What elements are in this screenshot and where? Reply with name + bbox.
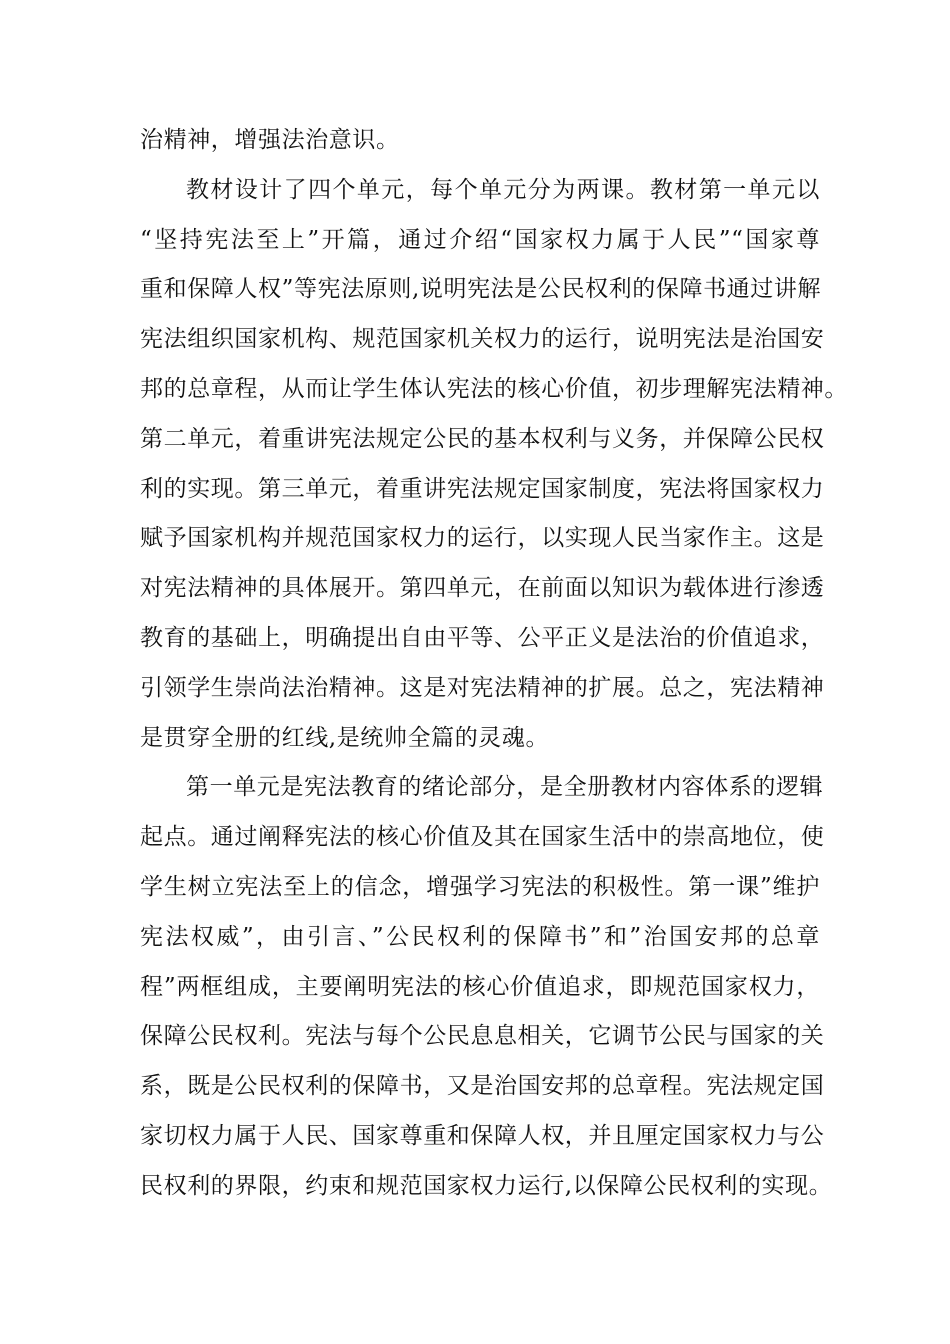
text-line: 重和保障人权”等宪法原则,说明宪法是公民权利的保障书通过讲解 <box>140 276 822 303</box>
text-line: 利的实现。第三单元，着重讲宪法规定国家制度，宪法将国家权力 <box>140 475 825 502</box>
text-line: 邦的总章程，从而让学生体认宪法的核心价值，初步理解宪法精神。 <box>140 375 848 402</box>
text-line: 引领学生崇尚法治精神。这是对宪法精神的扩展。总之，宪法精神 <box>140 674 825 701</box>
text-line: 民权利的界限，约束和规范国家权力运行,以保障公民权利的实现。 <box>140 1172 833 1199</box>
text-line: 教育的基础上，明确提出自由平等、公平正义是法治的价值追求， <box>140 624 825 651</box>
text-line: 对宪法精神的具体展开。第四单元，在前面以知识为载体进行渗透 <box>140 575 825 602</box>
text-line: 起点。通过阐释宪法的核心价值及其在国家生活中的崇高地位，使 <box>140 824 825 851</box>
text-line: 宪法组织国家机构、规范国家机关权力的运行，说明宪法是治国安 <box>140 326 825 353</box>
text-line: 学生树立宪法至上的信念，增强学习宪法的积极性。第一课”维护 <box>140 873 820 900</box>
text-line: 第二单元，着重讲宪法规定公民的基本权利与义务，并保障公民权 <box>140 425 825 452</box>
text-line: 第一单元是宪法教育的绪论部分，是全册教材内容体系的逻辑 <box>186 774 824 801</box>
text-line: 教材设计了四个单元，每个单元分为两课。教材第一单元以 <box>186 176 820 203</box>
text-line: “坚持宪法至上”开篇，通过介绍“国家权力属于人民”“国家尊 <box>140 226 820 253</box>
document-body <box>140 116 848 1212</box>
text-line: 赋予国家机构并规范国家权力的运行，以实现人民当家作主。这是 <box>140 525 825 552</box>
text-line: 是贯穿全册的红线,是统帅全篇的灵魂。 <box>140 724 550 751</box>
text-line: 宪法权威”，由引言、”公民权利的保障书”和”治国安邦的总章 <box>140 923 820 950</box>
text-line: 治精神，增强法治意识。 <box>140 127 400 153</box>
text-line: 系，既是公民权利的保障书，又是治国安邦的总章程。宪法规定国 <box>140 1073 825 1100</box>
text-line: 家切权力属于人民、国家尊重和保障人权，并且厘定国家权力与公 <box>140 1122 825 1149</box>
text-line: 保障公民权利。宪法与每个公民息息相关，它调节公民与国家的关 <box>140 1023 825 1050</box>
text-line: 程”两框组成，主要阐明宪法的核心价值追求，即规范国家权力， <box>140 973 820 1000</box>
